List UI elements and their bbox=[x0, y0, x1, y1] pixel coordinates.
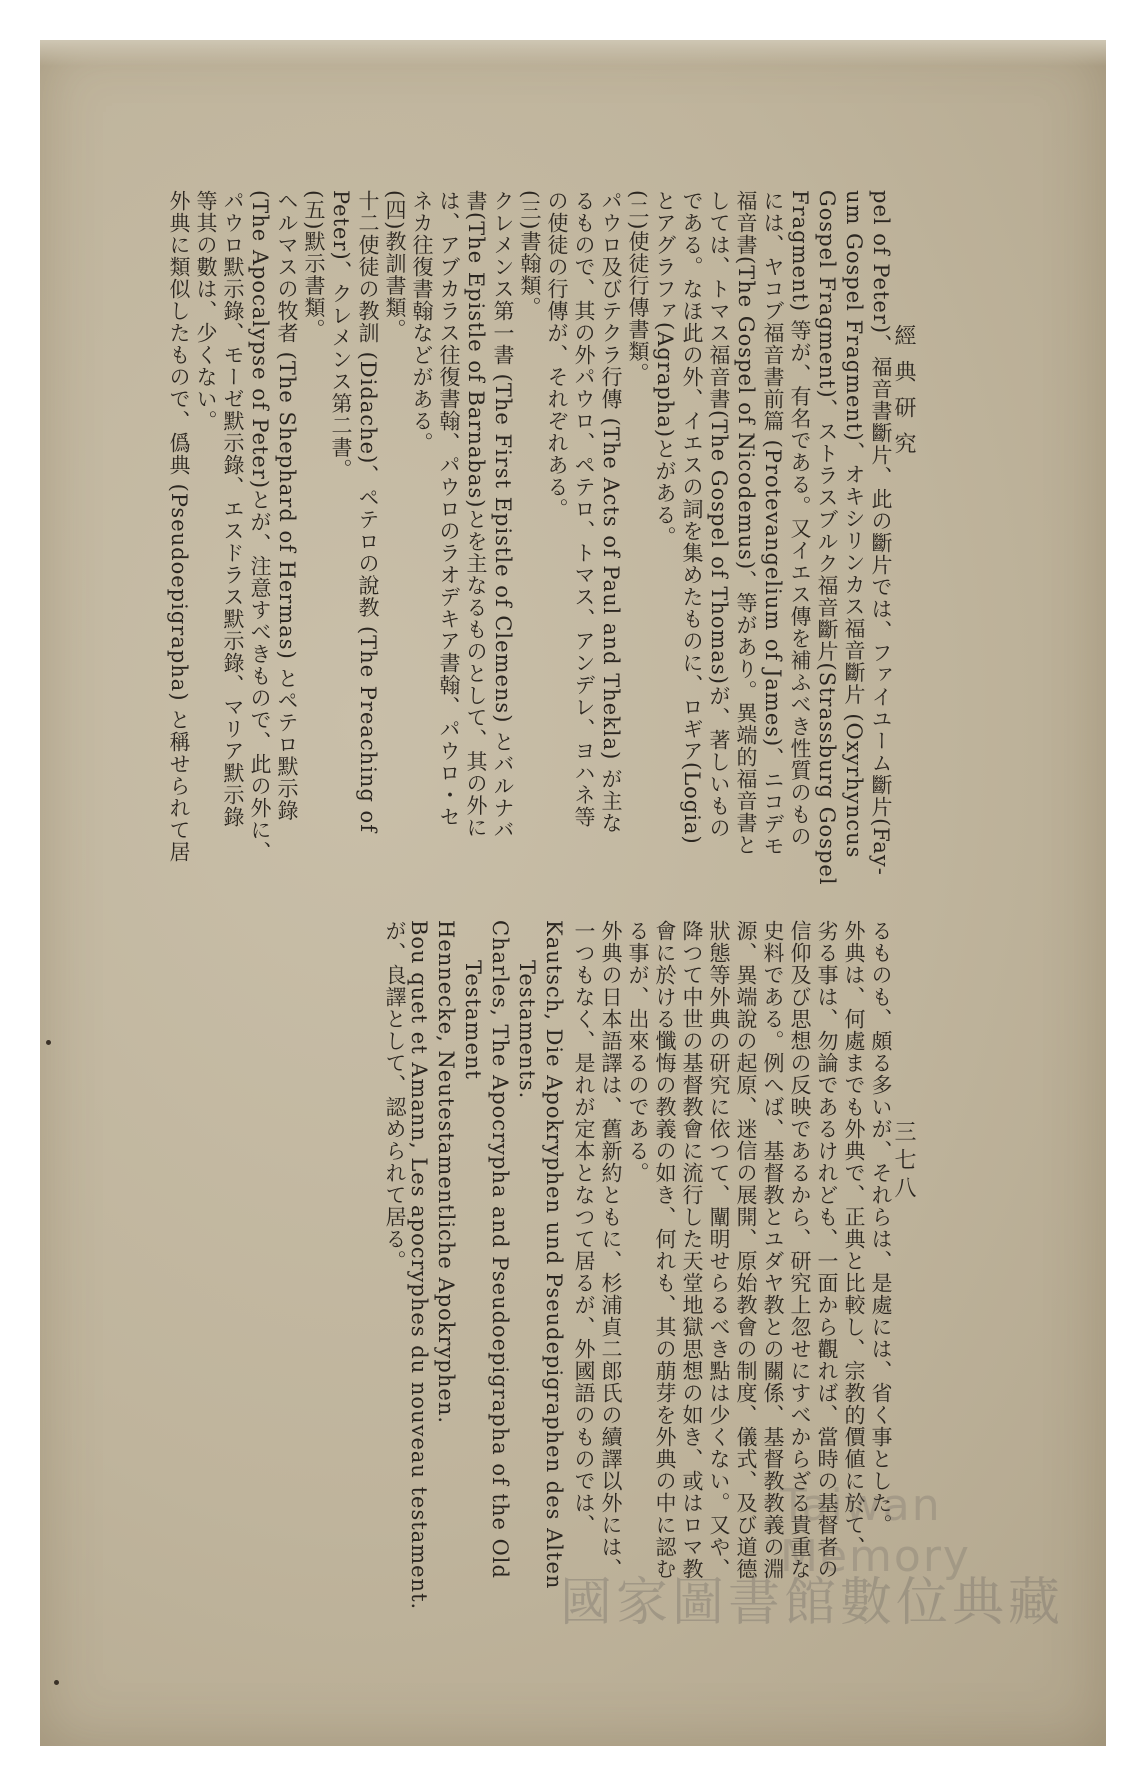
text-column: クレメンス第一書 (The First Epistle of Clemens) とバルナバ bbox=[491, 190, 515, 842]
text-column: 十二使徒の教訓 (Didache)、ペテロの說教 (The Preaching of bbox=[356, 190, 380, 833]
text-column: 降つて中世の基督教會に流行した天堂地獄思想の如き、或はロマ教 bbox=[680, 920, 704, 1580]
text-column: である。なほ此の外、イエスの詞を集めたものに、ロギア(Logia) bbox=[680, 190, 704, 845]
text-column: pel of Peter)、福音書斷片、此の斷片では、ファイユーム斷片(Fay- bbox=[869, 190, 893, 876]
reference-entry: Testament bbox=[461, 960, 485, 1080]
text-column: る事が、出來るのである。 bbox=[626, 920, 650, 1184]
text-column: るものも、頗る多いが、それらは、是處には、省く事とした。 bbox=[869, 920, 893, 1536]
text-column: (The Apocalypse of Peter)とが、注意すべきもので、此の外に、 bbox=[248, 190, 272, 864]
book-page bbox=[40, 40, 1106, 1746]
text-column: パウロ默示錄、モーゼ默示錄、エスドラス默示錄、マリア默示錄 bbox=[221, 190, 245, 828]
text-column: 外典は、何處までも外典で、正典と比較し、宗教的價値に於て、 bbox=[842, 920, 866, 1558]
text-column: しては、トマス福音書(The Gospel of Thomas)が、著しいもの bbox=[707, 190, 731, 839]
section-heading: (四)教訓書類。 bbox=[383, 190, 407, 341]
text-column: 福音書(The Gospel of Nicodemus)、等があり。異端的福音書と bbox=[734, 190, 758, 857]
text-column: 信仰及び思想の反映であるから、研究上忽せにすべからざる貴重な bbox=[788, 920, 812, 1580]
page-number: 三七八 bbox=[891, 1120, 916, 1204]
text-column: ヘルマスの牧者 (The Shephard of Hermas) とペテロ默示錄 bbox=[275, 190, 299, 822]
reference-entry: Charles, The Apocrypha and Pseudoepigrapha of the Old bbox=[488, 920, 512, 1579]
text-column: 會に於ける懺悔の教義の如き、何れも、其の萠芽を外典の中に認む bbox=[653, 920, 677, 1580]
reference-entry: Bou quet et Amann, Les apocryphes du nouveau testament. bbox=[407, 920, 431, 1611]
text-column: 一つもなく、是れが定本となつて居るが、外國語のものでは、 bbox=[572, 920, 596, 1536]
text-column: は、アブカラス往復書翰、パウロのラオデキア書翰、パウロ・セ bbox=[437, 190, 461, 828]
text-column: 外典の日本語譯は、舊新約ともに、杉浦貞二郎氏の續譯以外には、 bbox=[599, 920, 623, 1580]
ink-speck bbox=[54, 1680, 59, 1685]
text-column: が、良譯として、認められて居る。 bbox=[383, 920, 407, 1272]
running-header-title: 經典研究 bbox=[891, 324, 916, 468]
reference-entry: Testaments. bbox=[515, 960, 539, 1100]
reference-entry: Hennecke, Neutestamentliche Apokryphen. bbox=[434, 920, 458, 1425]
text-column: Fragment) 等が、有名である。又イエス傳を補ふべき性質のもの bbox=[788, 190, 812, 848]
text-column: ネカ往復書翰などがある。 bbox=[410, 190, 434, 454]
text-column: um Gospel Fragment)、オキシリンカス福音斷片 (Oxyrhyncus bbox=[842, 190, 866, 859]
text-column: Peter)、クレメンス第二書。 bbox=[329, 190, 353, 481]
text-column: 等其の數は、少くない。 bbox=[194, 190, 218, 432]
section-heading: (二)使徒行傳書類。 bbox=[626, 190, 650, 385]
text-column: とアグラファ(Agrapha)とがある。 bbox=[653, 190, 677, 549]
section-heading: (五)默示書類。 bbox=[302, 190, 326, 341]
reference-entry: Kautsch, Die Apokryphen und Pseudepigraphen des Alten bbox=[542, 920, 566, 1590]
ink-speck bbox=[46, 1040, 51, 1045]
watermark-chinese: 國家圖書館數位典藏 bbox=[560, 1573, 1065, 1633]
text-column: 外典に類似したもので、僞典 (Pseudoepigrapha) と稱せられて居 bbox=[167, 190, 191, 864]
text-column: パウロ及びテクラ行傳 (The Acts of Paul and Thekla) が主な bbox=[599, 190, 623, 834]
text-column: 劣る事は、勿論であるけれども、一面から觀れば、當時の基督者の bbox=[815, 920, 839, 1580]
text-column: の使徒の行傳が、それぞれある。 bbox=[545, 190, 569, 520]
text-column: 史料である。例へば、基督教とユダヤ教との關係、基督教教義の淵 bbox=[761, 920, 785, 1580]
text-column: には、ヤコブ福音書前篇 (Protevangelium of James)、ニコデモ bbox=[761, 190, 785, 858]
section-heading: (三)書翰類。 bbox=[518, 190, 542, 319]
text-column: 書(The Epistle of Barnabas)とを主なるものとして、其の外に bbox=[464, 190, 488, 839]
text-column: Gospel Fragment)、ストラスブルク福音斷片(Strassburg Gospel bbox=[815, 190, 839, 886]
text-column: 源、異端說の起原、迷信の展開、原始教會の制度、儀式、及び道德 bbox=[734, 920, 758, 1580]
text-column: るもので、其の外パウロ、ペテロ、トマス、アンデレ、ヨハネ等 bbox=[572, 190, 596, 828]
watermark-english: Taiwan Memory bbox=[780, 1480, 971, 1582]
text-column: 狀態等外典の研究に依つて、闡明せらるべき點は少くない。又や、 bbox=[707, 920, 731, 1580]
